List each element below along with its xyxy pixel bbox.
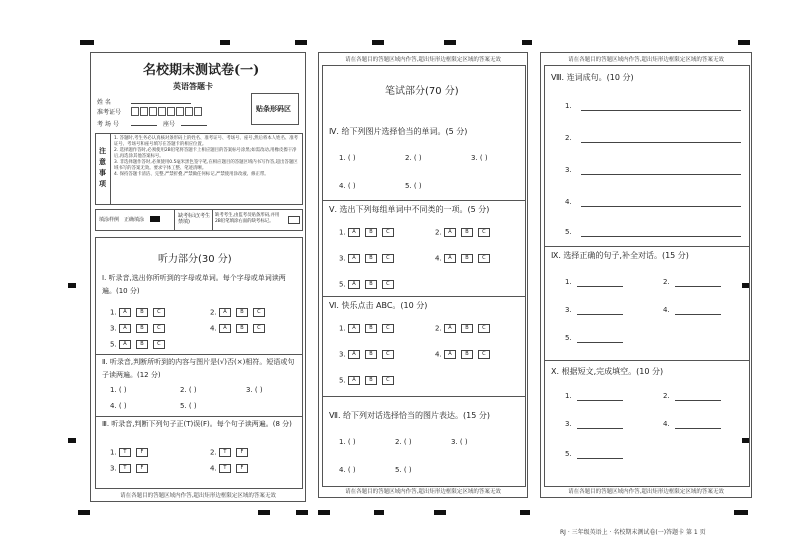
top-warning: 请在各题目的答题区域内作答,超出矩形边框限定区域的答案无效 <box>345 57 501 63</box>
card-subtitle: 英语答题卡 <box>173 82 213 91</box>
q7-item: 3. ( ) <box>451 438 468 446</box>
notice-label: 注意事项 <box>99 147 106 188</box>
q4-item: 2. ( ) <box>405 154 422 162</box>
column-1 <box>90 52 306 502</box>
q8-title: Ⅷ. 连词成句。(10 分) <box>551 73 634 82</box>
q7-item: 2. ( ) <box>395 438 412 446</box>
q6-item: 5. A B C <box>339 376 399 385</box>
q5-item: 3. A B C <box>339 254 399 263</box>
q2-item: 5. ( ) <box>180 402 197 410</box>
q9-line[interactable] <box>577 342 623 343</box>
seat-field[interactable] <box>181 125 207 126</box>
q6-item: 3. A B C <box>339 350 399 359</box>
absent-note: 缺考考生,由监考员贴条形码,并用2B铅笔填涂右面的缺考标记。 <box>215 213 280 224</box>
bottom-warning: 请在各题目的答题区域内作答,超出矩形边框限定区域的答案无效 <box>568 489 724 495</box>
q3-item: 1. T F <box>110 448 153 457</box>
exam-no-boxes[interactable] <box>131 107 202 116</box>
writing-box <box>322 65 526 487</box>
q2-item: 2. ( ) <box>180 386 197 394</box>
column-2 <box>318 52 528 498</box>
q4-item: 1. ( ) <box>339 154 356 162</box>
q8-item: 3. <box>565 166 572 174</box>
q4-item: 4. ( ) <box>339 182 356 190</box>
q6-item: 1. A B C <box>339 324 399 333</box>
q3-item: 3. T F <box>110 464 153 473</box>
q8-line[interactable] <box>581 110 741 111</box>
q3-title: Ⅲ. 听录音,判断下列句子正(T)误(F)。每个句子读两遍。(8 分) <box>102 420 292 428</box>
notice-item: 1. 答题时,考生务必认真核对条形码上的姓名、准考证号、考场号、座号,然后将本人姓名、准考证号、考场号和座号填写在答题卡的相应位置。 <box>114 136 299 147</box>
q6-item: 4. A B C <box>435 350 495 359</box>
q5-item: 4. A B C <box>435 254 495 263</box>
barcode-label: 贴条形码区 <box>256 105 291 113</box>
writing-box-2 <box>544 65 750 487</box>
q1-item: 5. A B C <box>110 340 170 349</box>
q9-item: 2. <box>663 278 670 286</box>
q5-title: Ⅴ. 选出下列每组单词中不同类的一项。(5 分) <box>329 205 490 214</box>
card-title: 名校期末测试卷(一) <box>143 63 260 78</box>
notice-box <box>95 133 303 205</box>
writing-title: 笔试部分(70 分) <box>385 86 459 97</box>
q3-item: 2. T F <box>210 448 253 457</box>
q10-line[interactable] <box>577 400 623 401</box>
q2-title: Ⅱ. 听录音,判断所听到的内容与图片是(√)否(×)相符。短语或句子读两遍。(12 分) <box>102 358 295 379</box>
fill-example-label: 填涂样例 <box>99 217 120 223</box>
q8-item: 5. <box>565 228 572 236</box>
q8-line[interactable] <box>581 142 741 143</box>
q8-line[interactable] <box>581 174 741 175</box>
fill-example-row <box>95 209 303 231</box>
q6-item: 2. A B C <box>435 324 495 333</box>
exam-no-label: 准考证号 <box>97 109 122 116</box>
notice-item: 2. 选择题作答时,必须使用2B铅笔将答题卡上相应题目的答案标号涂黑;如需改动,用橡皮擦干净后,再选涂其他答案标号。 <box>114 148 297 159</box>
q2-item: 1. ( ) <box>110 386 127 394</box>
notice-item: 4. 保持答题卡清洁、完整,严禁折叠,严禁做任何标记,严禁使用涂改液、修正带。 <box>114 172 269 177</box>
q10-item: 3. <box>565 420 572 428</box>
q3-item: 4. T F <box>210 464 253 473</box>
q8-line[interactable] <box>581 206 741 207</box>
absent-label: 缺考标记(考生禁填) <box>178 213 210 225</box>
q10-line[interactable] <box>675 428 721 429</box>
q5-item: 2. A B C <box>435 228 495 237</box>
top-warning: 请在各题目的答题区域内作答,超出矩形边框限定区域的答案无效 <box>568 57 724 63</box>
q9-line[interactable] <box>577 286 623 287</box>
q9-item: 4. <box>663 306 670 314</box>
q4-item: 3. ( ) <box>471 154 488 162</box>
correct-fill-label: 正确填涂 <box>124 217 145 223</box>
q8-item: 2. <box>565 134 572 142</box>
q6-title: Ⅵ. 快乐点击 ABC。(10 分) <box>329 301 428 310</box>
q1-item: 4. A B C <box>210 324 270 333</box>
q9-item: 1. <box>565 278 572 286</box>
q7-title: Ⅶ. 给下列对话选择恰当的图片表达。(15 分) <box>329 411 491 420</box>
q5-item: 5. A B C <box>339 280 399 289</box>
q2-item: 3. ( ) <box>246 386 263 394</box>
q10-item: 2. <box>663 392 670 400</box>
q5-item: 1. A B C <box>339 228 399 237</box>
column-3 <box>540 52 752 498</box>
bottom-warning: 请在各题目的答题区域内作答,超出矩形边框限定区域的答案无效 <box>345 489 501 495</box>
q1-item: 3. A B C <box>110 324 170 333</box>
q8-line[interactable] <box>581 236 741 237</box>
notice-divider <box>110 134 111 204</box>
q9-item: 3. <box>565 306 572 314</box>
q9-item: 5. <box>565 334 572 342</box>
notice-item: 3. 非选择题作答时,必须使用0.5毫米黑色签字笔,在相应题目的答题区域内书写作答,超出答题区域书写的答案无效。要求字体工整、笔迹清晰。 <box>114 160 298 171</box>
room-label: 考 场 号 <box>97 121 119 128</box>
q7-item: 4. ( ) <box>339 466 356 474</box>
q10-item: 4. <box>663 420 670 428</box>
q9-title: Ⅸ. 选择正确的句子,补全对话。(15 分) <box>551 251 689 260</box>
q10-item: 5. <box>565 450 572 458</box>
listening-title: 听力部分(30 分) <box>158 254 232 265</box>
q10-item: 1. <box>565 392 572 400</box>
q10-line[interactable] <box>577 428 623 429</box>
seat-label: 座号 <box>163 121 176 128</box>
q7-item: 1. ( ) <box>339 438 356 446</box>
absent-checkbox[interactable] <box>288 216 300 224</box>
room-field[interactable] <box>131 125 157 126</box>
q10-line[interactable] <box>675 400 721 401</box>
q9-line[interactable] <box>577 314 623 315</box>
q1-title: Ⅰ. 听录音,选出你所听到的字母或单词。每个字母或单词读两遍。(10 分) <box>102 274 286 295</box>
q1-item: 1. A B C <box>110 308 170 317</box>
q2-item: 4. ( ) <box>110 402 127 410</box>
q10-line[interactable] <box>577 458 623 459</box>
q8-item: 4. <box>565 198 572 206</box>
name-label: 姓 名 <box>97 99 111 106</box>
name-field[interactable] <box>131 103 191 104</box>
listening-section <box>95 237 303 489</box>
bottom-warning: 请在各题目的答题区域内作答,超出矩形边框限定区域的答案无效 <box>120 493 276 499</box>
q4-item: 5. ( ) <box>405 182 422 190</box>
notice-text <box>114 136 298 178</box>
barcode-area <box>251 93 299 125</box>
correct-fill-mark <box>150 216 160 222</box>
q9-line[interactable] <box>675 286 721 287</box>
q1-item: 2. A B C <box>210 308 270 317</box>
q10-title: Ⅹ. 根据短文,完成填空。(10 分) <box>551 367 664 376</box>
page-footer: RJ · 三年级英语上 · 名校期末测试卷(一)答题卡 第 1 页 <box>560 529 706 536</box>
q8-item: 1. <box>565 102 572 110</box>
q4-title: Ⅳ. 给下列图片选择恰当的单词。(5 分) <box>329 127 468 136</box>
q7-item: 5. ( ) <box>395 466 412 474</box>
q9-line[interactable] <box>675 314 721 315</box>
